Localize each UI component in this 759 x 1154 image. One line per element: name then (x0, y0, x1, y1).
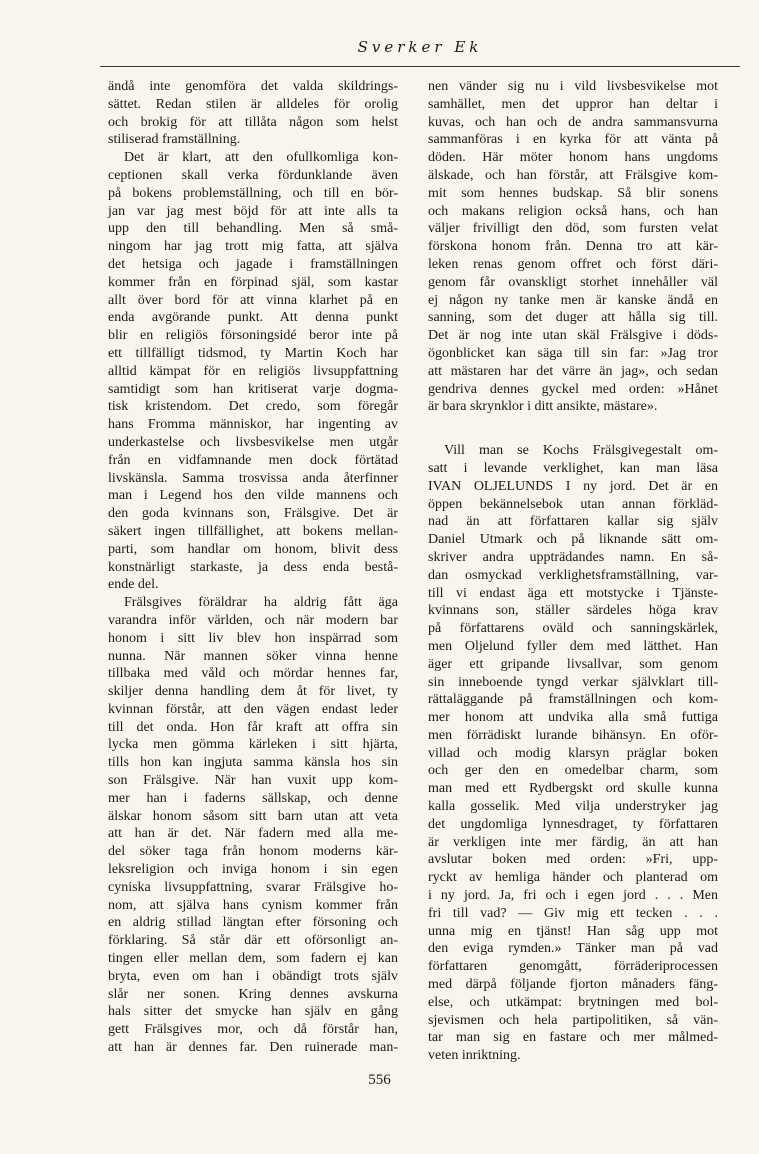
text-line: konstnärligt starkaste, ja dess enda bestå- (108, 559, 398, 575)
text-line: else, och utkämpat: brytningen med bol- (428, 994, 718, 1010)
text-line: att mästaren har det värre än jag», och sedan (428, 363, 718, 379)
text-line: skiljer denna handling dem åt för livet, ty (108, 684, 398, 700)
left-column (108, 78, 398, 1057)
text-line: unna mig en tjänst! Han såg upp mot (428, 923, 718, 939)
text-line: kvinnan förstår, att den vägen endast leder (108, 701, 398, 717)
text-line: tisk kristendom. Det credo, som föregår (108, 399, 398, 415)
text-line: älskade, och han förstår, att Frälsgive kom- (428, 167, 718, 183)
text-line: jan var jag mest böjd för att inte alls ta (108, 203, 398, 219)
text-line: Frälsgives föräldrar ha aldrig fått äga (124, 595, 398, 611)
text-line: i ny jord. Ja, fri och i egen jord . . . Men (428, 888, 718, 904)
text-line: ett tillfälligt tidsmod, ty Martin Koch har (108, 345, 398, 361)
text-line: kommer från en förpinad själ, som kastar (108, 274, 398, 290)
text-line: upp den till behandling. Men så små- (108, 221, 398, 237)
text-line: hans Fromma människor, har ingenting av (108, 417, 398, 433)
text-line: mit som hennes budskap. Så blir sonens (428, 185, 718, 201)
text-line: son Frälsgive. När han vuxit upp kom- (108, 773, 398, 789)
text-line: tills hon kan ingjuta samma känsla hos sin (108, 755, 398, 771)
text-line: stiliserad framställning. (108, 132, 241, 148)
text-line: del söker taga från honom moderns kär- (108, 844, 398, 860)
text-line: Vill man se Kochs Frälsgivegestalt om- (444, 443, 718, 459)
text-line: gett Frälsgives mor, och då förstår han, (108, 1022, 398, 1038)
text-line: enda avgörande punkt. Att denna punkt (108, 310, 398, 326)
text-line: avslutar boken med orden: »Fri, upp- (428, 852, 718, 868)
text-line: väljer frivilligt den död, som fursten velat (428, 221, 718, 237)
text-line: kvinnans son, ställer särdeles höga krav (428, 603, 718, 619)
text-line: samtidigt som han kritiserat varje dogma- (108, 381, 398, 397)
text-line: till vi endast äga ett motstycke i Tjänste- (428, 585, 718, 601)
text-line: Daniel Utmark och på liknande sätt om- (428, 532, 718, 548)
text-line: från en vidfamnande men dock förtätad (108, 452, 398, 468)
text-line: bryta, even om han i obändigt trots själv (108, 968, 398, 984)
text-line: slår ner sonen. Kring dennes avskurna (108, 986, 398, 1002)
text-line: cyniska livsuppfattning, svarar Frälsgive ho- (108, 879, 398, 895)
text-line: genom får ovanskligt storhet innehåller väl (428, 274, 718, 290)
text-line: ej någon ny tanke men är kanske ändå en (428, 292, 718, 308)
text-line: ende del. (108, 577, 159, 593)
text-line: på författarens oväld och sanningskärlek, (428, 621, 718, 637)
text-line: kuvas, och han och de andra sammansvurna (428, 114, 718, 130)
text-line: skriver andra uppträdandes namn. En så- (428, 549, 718, 565)
text-line: mer honom att undvika alla små futtiga (428, 710, 718, 726)
text-line: gendriva dennes gyckel med orden: »Hånet (428, 381, 718, 397)
text-line: samhället, men det uppror han deltar i (428, 96, 718, 112)
text-line: att han är det. När fadern med alla me- (108, 826, 398, 842)
text-line: honom i sitt liv blev hon inspärrad som (108, 630, 398, 646)
text-line: alltid kämpat för en religiös livsuppfattning (108, 363, 398, 379)
text-line: man med ett Rydbergskt ord skulle kunna (428, 781, 718, 797)
text-line: ändå inte genomföra det valda skildrings- (108, 79, 398, 94)
text-line: författaren genomgått, förräderiprocessen (428, 959, 718, 975)
text-line: tar man sig en fastare och mer målmed- (428, 1030, 718, 1046)
text-line: hals sitter det smycke han själv en gång (108, 1004, 398, 1020)
text-line: underkastelse och livsbesvikelse men utgår (108, 434, 398, 450)
text-line: ryckt av hemliga händer och planterad om (428, 870, 718, 886)
text-line: dan osmyckad verklighetsframställning, var- (428, 567, 718, 583)
text-line: den goda kvinnans son, Frälsgive. Det är (108, 506, 398, 522)
text-line: ögonblicket kan säga till sin far: »Jag tror (428, 345, 718, 361)
text-line: leken renas genom offret och först däri- (428, 256, 718, 272)
text-line: förskona honom från. Denna tro att kär- (428, 239, 718, 255)
text-line: öppen bekännelsebok utan annan förkläd- (428, 496, 718, 512)
text-line: nen vänder sig nu i vild livsbesvikelse mot (428, 79, 718, 94)
paragraph-gap (428, 416, 718, 442)
text-line: men förrädiskt lurande bihänsyn. En oför- (428, 727, 718, 743)
text-line: nunna. När mannen söker vinna henne (108, 648, 398, 664)
text-line: och ger den en omedelbar charm, som (428, 763, 718, 779)
text-line: och makans religion också hans, och han (428, 203, 718, 219)
text-line: sättet. Redan stilen är alldeles för orolig (108, 96, 398, 112)
right-column (428, 78, 718, 1065)
text-line: en aldrig stillad längtan efter försoning och (108, 915, 398, 931)
text-line: på bokens problemställning, och till en bör- (108, 185, 398, 201)
text-line: veten inriktning. (428, 1048, 521, 1064)
text-line: men Oljelund fyller dem med lätthet. Han (428, 638, 718, 654)
text-line: mer han i faderns sällskap, och denne (108, 790, 398, 806)
header-rule (100, 66, 740, 67)
text-line: tingen eller mellan dem, som fadern ej kan (108, 951, 398, 967)
text-line: nad än att författaren kallar sig själv (428, 514, 718, 530)
text-line: ceptionen skall verka fördunklande även (108, 167, 398, 183)
page-number: 556 (368, 1072, 391, 1088)
text-line: lycka men gömma kärleken i sitt hjärta, (108, 737, 398, 753)
text-line: allt över bord för att vinna klarhet på en (108, 292, 398, 308)
text-line: ningom har jag trott mig fatta, att själva (108, 239, 398, 255)
text-line: den eviga rymden.» Tänker man på vad (428, 941, 718, 957)
text-line: att han är dennes far. Den ruinerade man- (108, 1040, 398, 1056)
text-line: älskar honom såsom sitt barn utan att veta (108, 808, 398, 824)
text-line: döden. Här möter honom hans ungdoms (428, 150, 718, 166)
text-line: sanning, som det duger att hålla sig till. (428, 310, 718, 326)
text-line: man i Legend hos den vilde mannens och (108, 488, 398, 504)
text-line: IVAN OLJELUNDS I ny jord. Det är en (428, 478, 718, 494)
text-line: varandra inför världen, och när modern bar (108, 612, 398, 628)
text-line: säkert ingen tillfällighet, att bokens mellan- (108, 523, 398, 539)
text-line: parti, som handlar om honom, blivit dess (108, 541, 398, 557)
text-line: fri till vad? — Giv mig ett tecken . . . (428, 905, 718, 921)
text-line: satt i levande verklighet, kan man läsa (428, 460, 718, 476)
text-line: Det är nog inte utan skäl Frälsgive i döds- (428, 328, 718, 344)
text-line: livskänsla. Samma trosvissa anda återfinner (108, 470, 398, 486)
text-line: äger ett gripande livsallvar, som genom (428, 656, 718, 672)
text-line: villad och modig klarsyn präglar boken (428, 745, 718, 761)
text-line: tillbaka med våld och mördar hennes far, (108, 666, 398, 682)
text-line: är verkligen inte mer färdig, än att han (428, 834, 718, 850)
text-line: sammanföras i en kyrka för att vänta på (428, 132, 718, 148)
text-line: förklaring. Så står där ett oförsonligt an- (108, 933, 398, 949)
text-line: rättaläggande på framställningen och kom- (428, 692, 718, 708)
text-line: det hetsiga och jagade i framställningen (108, 256, 398, 272)
text-line: leksreligion och inviga honom i sin egen (108, 862, 398, 878)
text-line: och brokig för att tillåta någon som helst (108, 114, 398, 130)
text-line: sjevismen och hela partipolitiken, så vän- (428, 1012, 718, 1028)
text-line: sin inneboende tyngd verkar självklart till- (428, 674, 718, 690)
text-line: Det är klart, att den ofullkomliga kon- (124, 150, 398, 166)
text-line: till det onda. Hon får kraft att offra sin (108, 719, 398, 735)
text-line: det ungdomliga lynnesdraget, ty författaren (428, 816, 718, 832)
text-line: blir en religiös försoningsidé beror inte på (108, 328, 398, 344)
text-line: kalla gosselik. Med vilja understryker jag (428, 799, 718, 815)
running-head: Sverker Ek (357, 38, 483, 56)
text-line: med därpå följande fjorton månaders fäng- (428, 977, 718, 993)
text-line: nom, att själva hans cynism kommer från (108, 897, 398, 913)
text-line: är bara skrynklor i ditt ansikte, mästare». (428, 399, 658, 415)
